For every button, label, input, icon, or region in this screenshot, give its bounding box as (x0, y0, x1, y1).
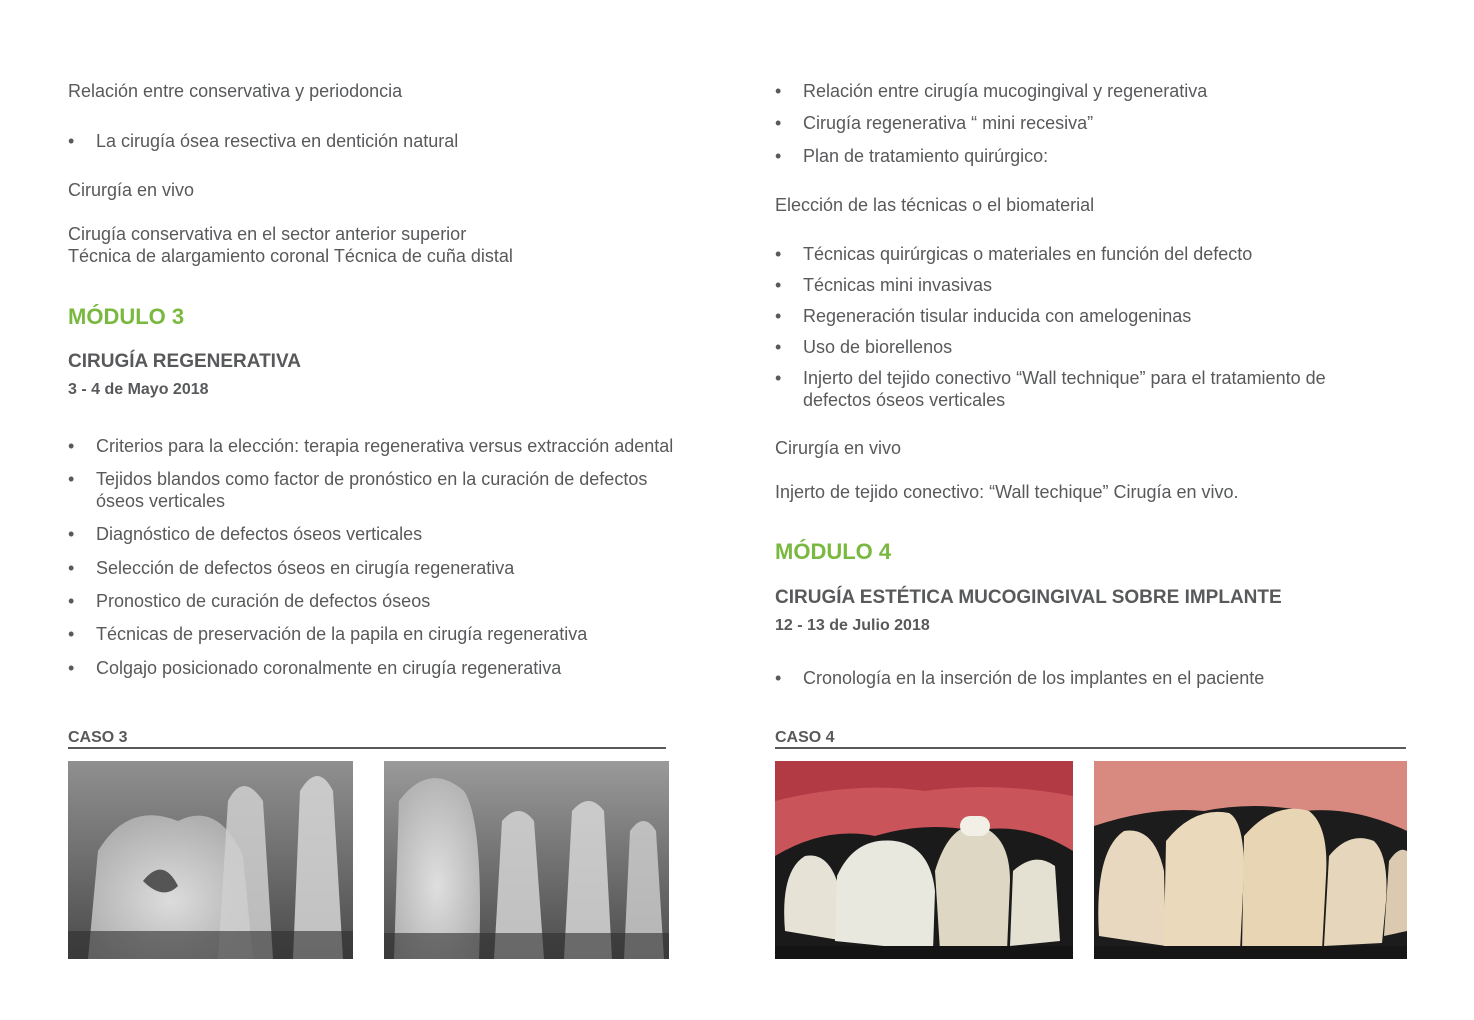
bullet: • (68, 558, 75, 578)
list-item (68, 130, 688, 152)
list-item-text: Injerto del tejido conectivo “Wall technique” para el tratamiento de defectos óseos verticales (803, 368, 1326, 410)
module-date: 3 - 4 de Mayo 2018 (68, 381, 209, 398)
xray-photo-1 (68, 761, 353, 959)
list-item-text: La cirugía ósea resectiva en dentición natural (96, 131, 459, 151)
list-item-text: Técnicas mini invasivas (803, 275, 993, 295)
bullet: • (68, 624, 75, 644)
list-item (68, 468, 708, 512)
divider (68, 747, 666, 749)
case-label: CASO 4 (775, 729, 835, 746)
list-item (775, 305, 1415, 327)
bullet: • (775, 81, 782, 101)
cirurgia-vivo-text: Cirurgía en vivo (775, 438, 902, 458)
list-item-text: Plan de tratamiento quirúrgico: (803, 146, 1049, 166)
bullet: • (775, 113, 782, 133)
bullet: • (68, 524, 75, 544)
list-item (775, 145, 1415, 167)
list-item-text: Selección de defectos óseos en cirugía regenerativa (96, 558, 515, 578)
bullet: • (775, 306, 782, 326)
bullet: • (68, 469, 75, 489)
list-item (68, 623, 708, 645)
module-heading: MÓDULO 4 (775, 539, 892, 564)
clinical-image (775, 761, 1073, 959)
bullet: • (68, 131, 75, 151)
list-item (68, 523, 708, 545)
conservativa-line-1: Cirugía conservativa en el sector anterior superior (68, 224, 467, 244)
xray-image (384, 761, 669, 959)
eleccion-text: Elección de las técnicas o el biomaterial (775, 195, 1095, 215)
list-item (68, 435, 708, 457)
bullet: • (68, 436, 75, 456)
list-item-text: Colgajo posicionado coronalmente en cirugía regenerativa (96, 658, 562, 678)
list-item (775, 243, 1415, 265)
divider (775, 747, 1406, 749)
injerto-text: Injerto de tejido conectivo: “Wall techique” Cirugía en vivo. (775, 482, 1239, 502)
list-item (775, 274, 1415, 296)
list-item (775, 367, 1415, 411)
bullet: • (775, 668, 782, 688)
clinical-image (1094, 761, 1407, 959)
cirurgia-vivo-text: Cirurgía en vivo (68, 180, 195, 200)
bullet: • (775, 337, 782, 357)
list-item-text: Regeneración tisular inducida con amelogeninas (803, 306, 1192, 326)
list-item-text: Diagnóstico de defectos óseos verticales (96, 524, 423, 544)
list-item-text: Técnicas de preservación de la papila en cirugía regenerativa (96, 624, 588, 644)
list-item (68, 590, 708, 612)
module-title: CIRUGÍA ESTÉTICA MUCOGINGIVAL SOBRE IMPLANTE (775, 587, 1282, 608)
list-item (68, 657, 708, 679)
clinical-photo-2 (1094, 761, 1407, 959)
list-item (775, 336, 1415, 358)
list-item-text: Criterios para la elección: terapia regenerativa versus extracción adental (96, 436, 674, 456)
list-item-text: Uso de biorellenos (803, 337, 953, 357)
bullet: • (775, 275, 782, 295)
xray-image (68, 761, 353, 959)
list-item-text: Cirugía regenerativa “ mini recesiva” (803, 113, 1094, 133)
bullet: • (68, 658, 75, 678)
list-item (775, 112, 1415, 134)
module-date: 12 - 13 de Julio 2018 (775, 617, 930, 634)
list-item-text: Técnicas quirúrgicas o materiales en función del defecto (803, 244, 1253, 264)
xray-photo-2 (384, 761, 669, 959)
bullet: • (775, 146, 782, 166)
list-item (775, 667, 1415, 689)
case-label: CASO 3 (68, 729, 128, 746)
conservativa-line-2: Técnica de alargamiento coronal Técnica de cuña distal (68, 246, 513, 266)
list-item-text: Tejidos blandos como factor de pronóstico en la curación de defectos óseos verticales (96, 469, 648, 511)
module-title: CIRUGÍA REGENERATIVA (68, 351, 301, 372)
bullet: • (775, 368, 782, 388)
bullet: • (775, 244, 782, 264)
bullet: • (68, 591, 75, 611)
clinical-photo-1 (775, 761, 1073, 959)
list-item-text: Relación entre cirugía mucogingival y regenerativa (803, 81, 1208, 101)
list-item (775, 80, 1415, 102)
list-item-text: Cronología en la inserción de los implantes en el paciente (803, 668, 1265, 688)
module-heading: MÓDULO 3 (68, 304, 185, 329)
list-item (68, 557, 708, 579)
list-item-text: Pronostico de curación de defectos óseos (96, 591, 431, 611)
intro-text: Relación entre conservativa y periodoncia (68, 81, 403, 101)
